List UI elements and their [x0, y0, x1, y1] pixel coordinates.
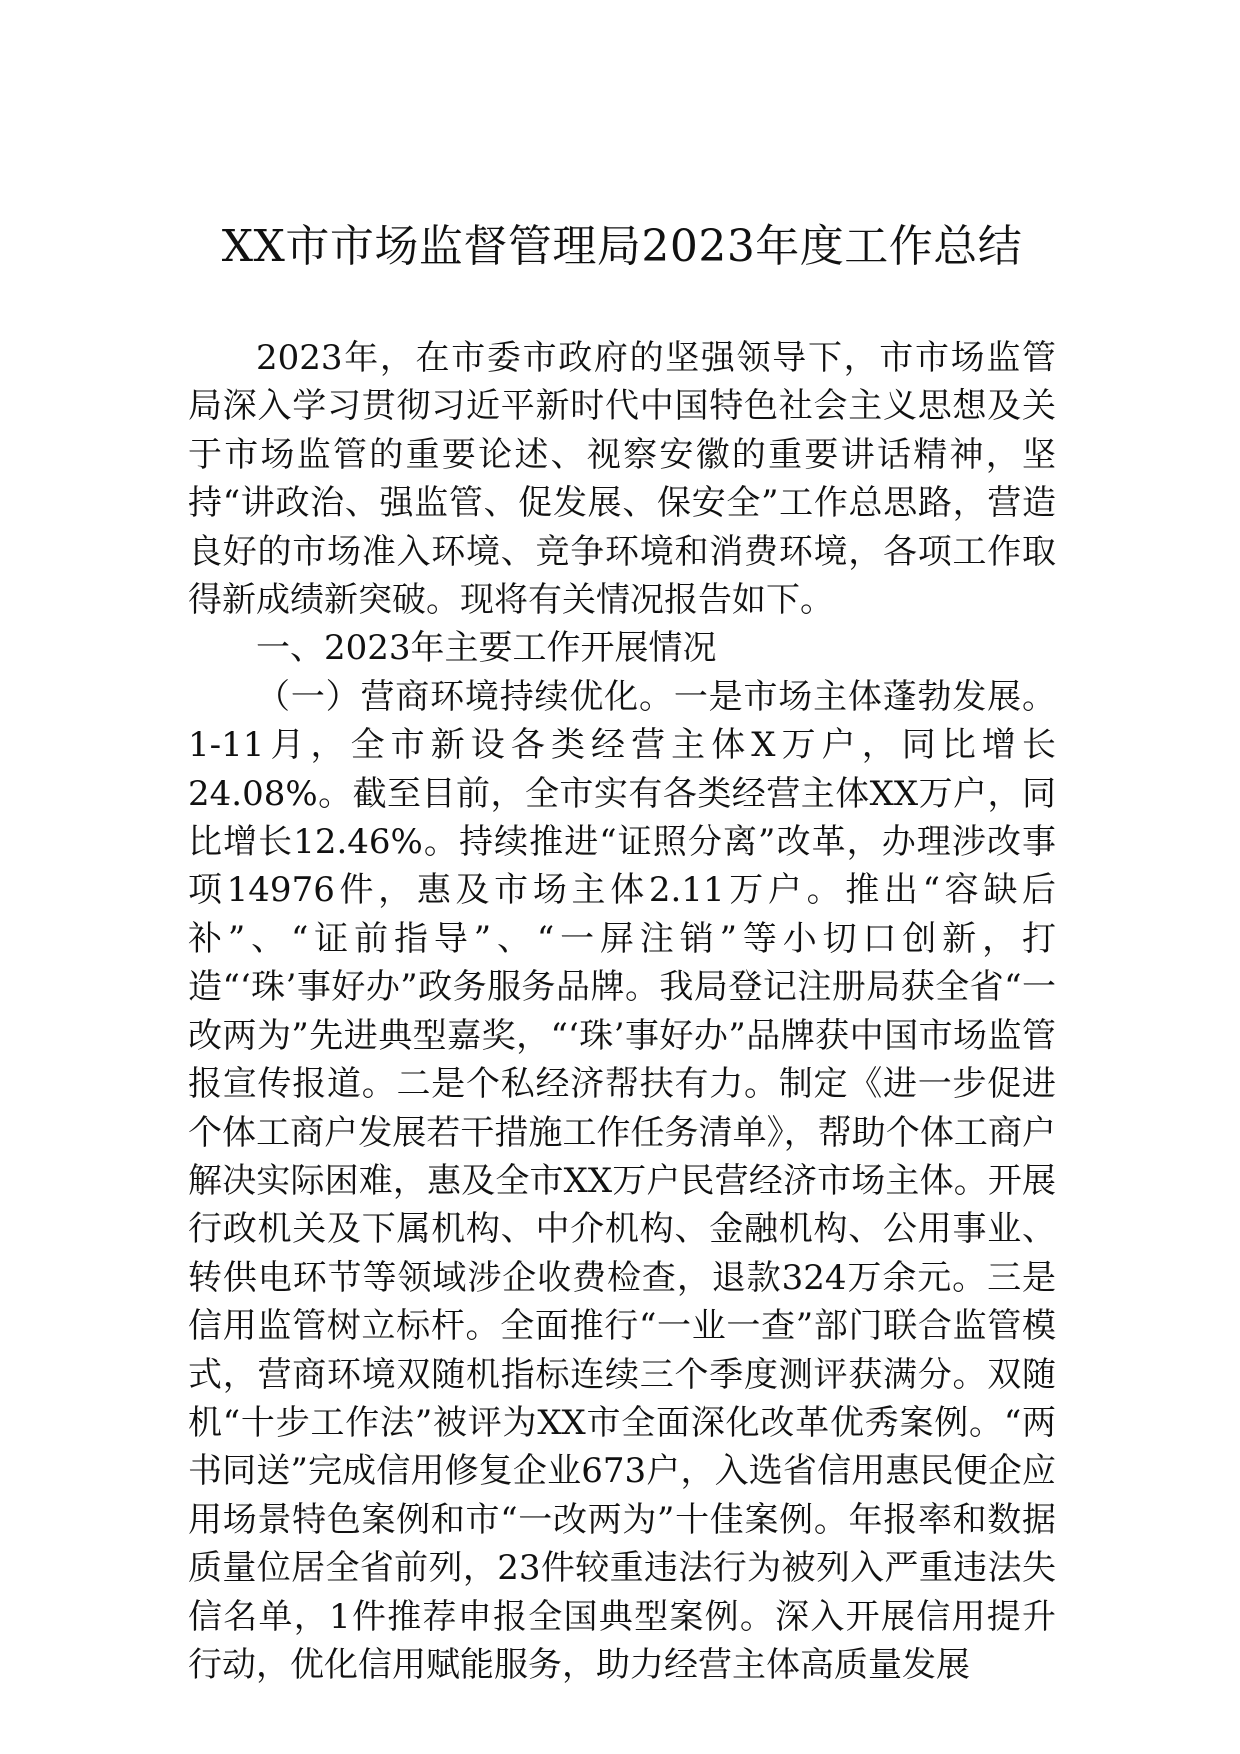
document-page: [188, 0, 1056, 1754]
document-title: XX市市场监督管理局2023年度工作总结: [221, 221, 1023, 272]
intro-paragraph: 2023年，在市委市政府的坚强领导下，市市场监管局深入学习贯彻习近平新时代中国特色社会主义思想及关于市场监管的重要论述、视察安徽的重要讲话精神，坚持“讲政治、强监管、促发展、保安全”工作总思路，营造良好的市场准入环境、竞争环境和消费环境，各项工作取得新成绩新突破。现将有关情况报告如下。: [188, 338, 1056, 621]
section-paragraph: （一）营商环境持续优化。一是市场主体蓬勃发展。1-11月，全市新设各类经营主体X万户，同比增长24.08%。截至目前，全市实有各类经营主体XX万户，同比增长12.46%。持续推进“证照分离”改革，办理涉改事项14976件，惠及市场主体2.11万户。推出“容缺后补”、“证前指导”、“一屏注销”等小切口创新，打造“‘珠’事好办”政务服务品牌。我局登记注册局获全省“一改两为”先进典型嘉奖，“‘珠’事好办”品牌获中国市场监管报宣传报道。二是个私经济帮扶有力。制定《进一步促进个体工商户发展若干措施工作任务清单》，帮助个体工商户解决实际困难，惠及全市XX万户民营经济市场主体。开展行政机关及下属机构、中介机构、金融机构、公用事业、转供电环节等领域涉企收费检查，退款324万余元。三是信用监管树立标杆。全面推行“一业一查”部门联合监管模式，营商环境双随机指标连续三个季度测评获满分。双随机“十步工作法”被评为XX市全面深化改革优秀案例。“两书同送”完成信用修复企业673户，入选省信用惠民便企应用场景特色案例和市“一改两为”十佳案例。年报率和数据质量位居全省前列，23件较重违法行为被列入严重违法失信名单，1件推荐申报全国典型案例。深入开展信用提升行动，优化信用赋能服务，助力经营主体高质量发展: [188, 676, 1056, 1685]
document-body: [188, 334, 1056, 1689]
section-heading: 一、2023年主要工作开展情况: [256, 628, 717, 669]
